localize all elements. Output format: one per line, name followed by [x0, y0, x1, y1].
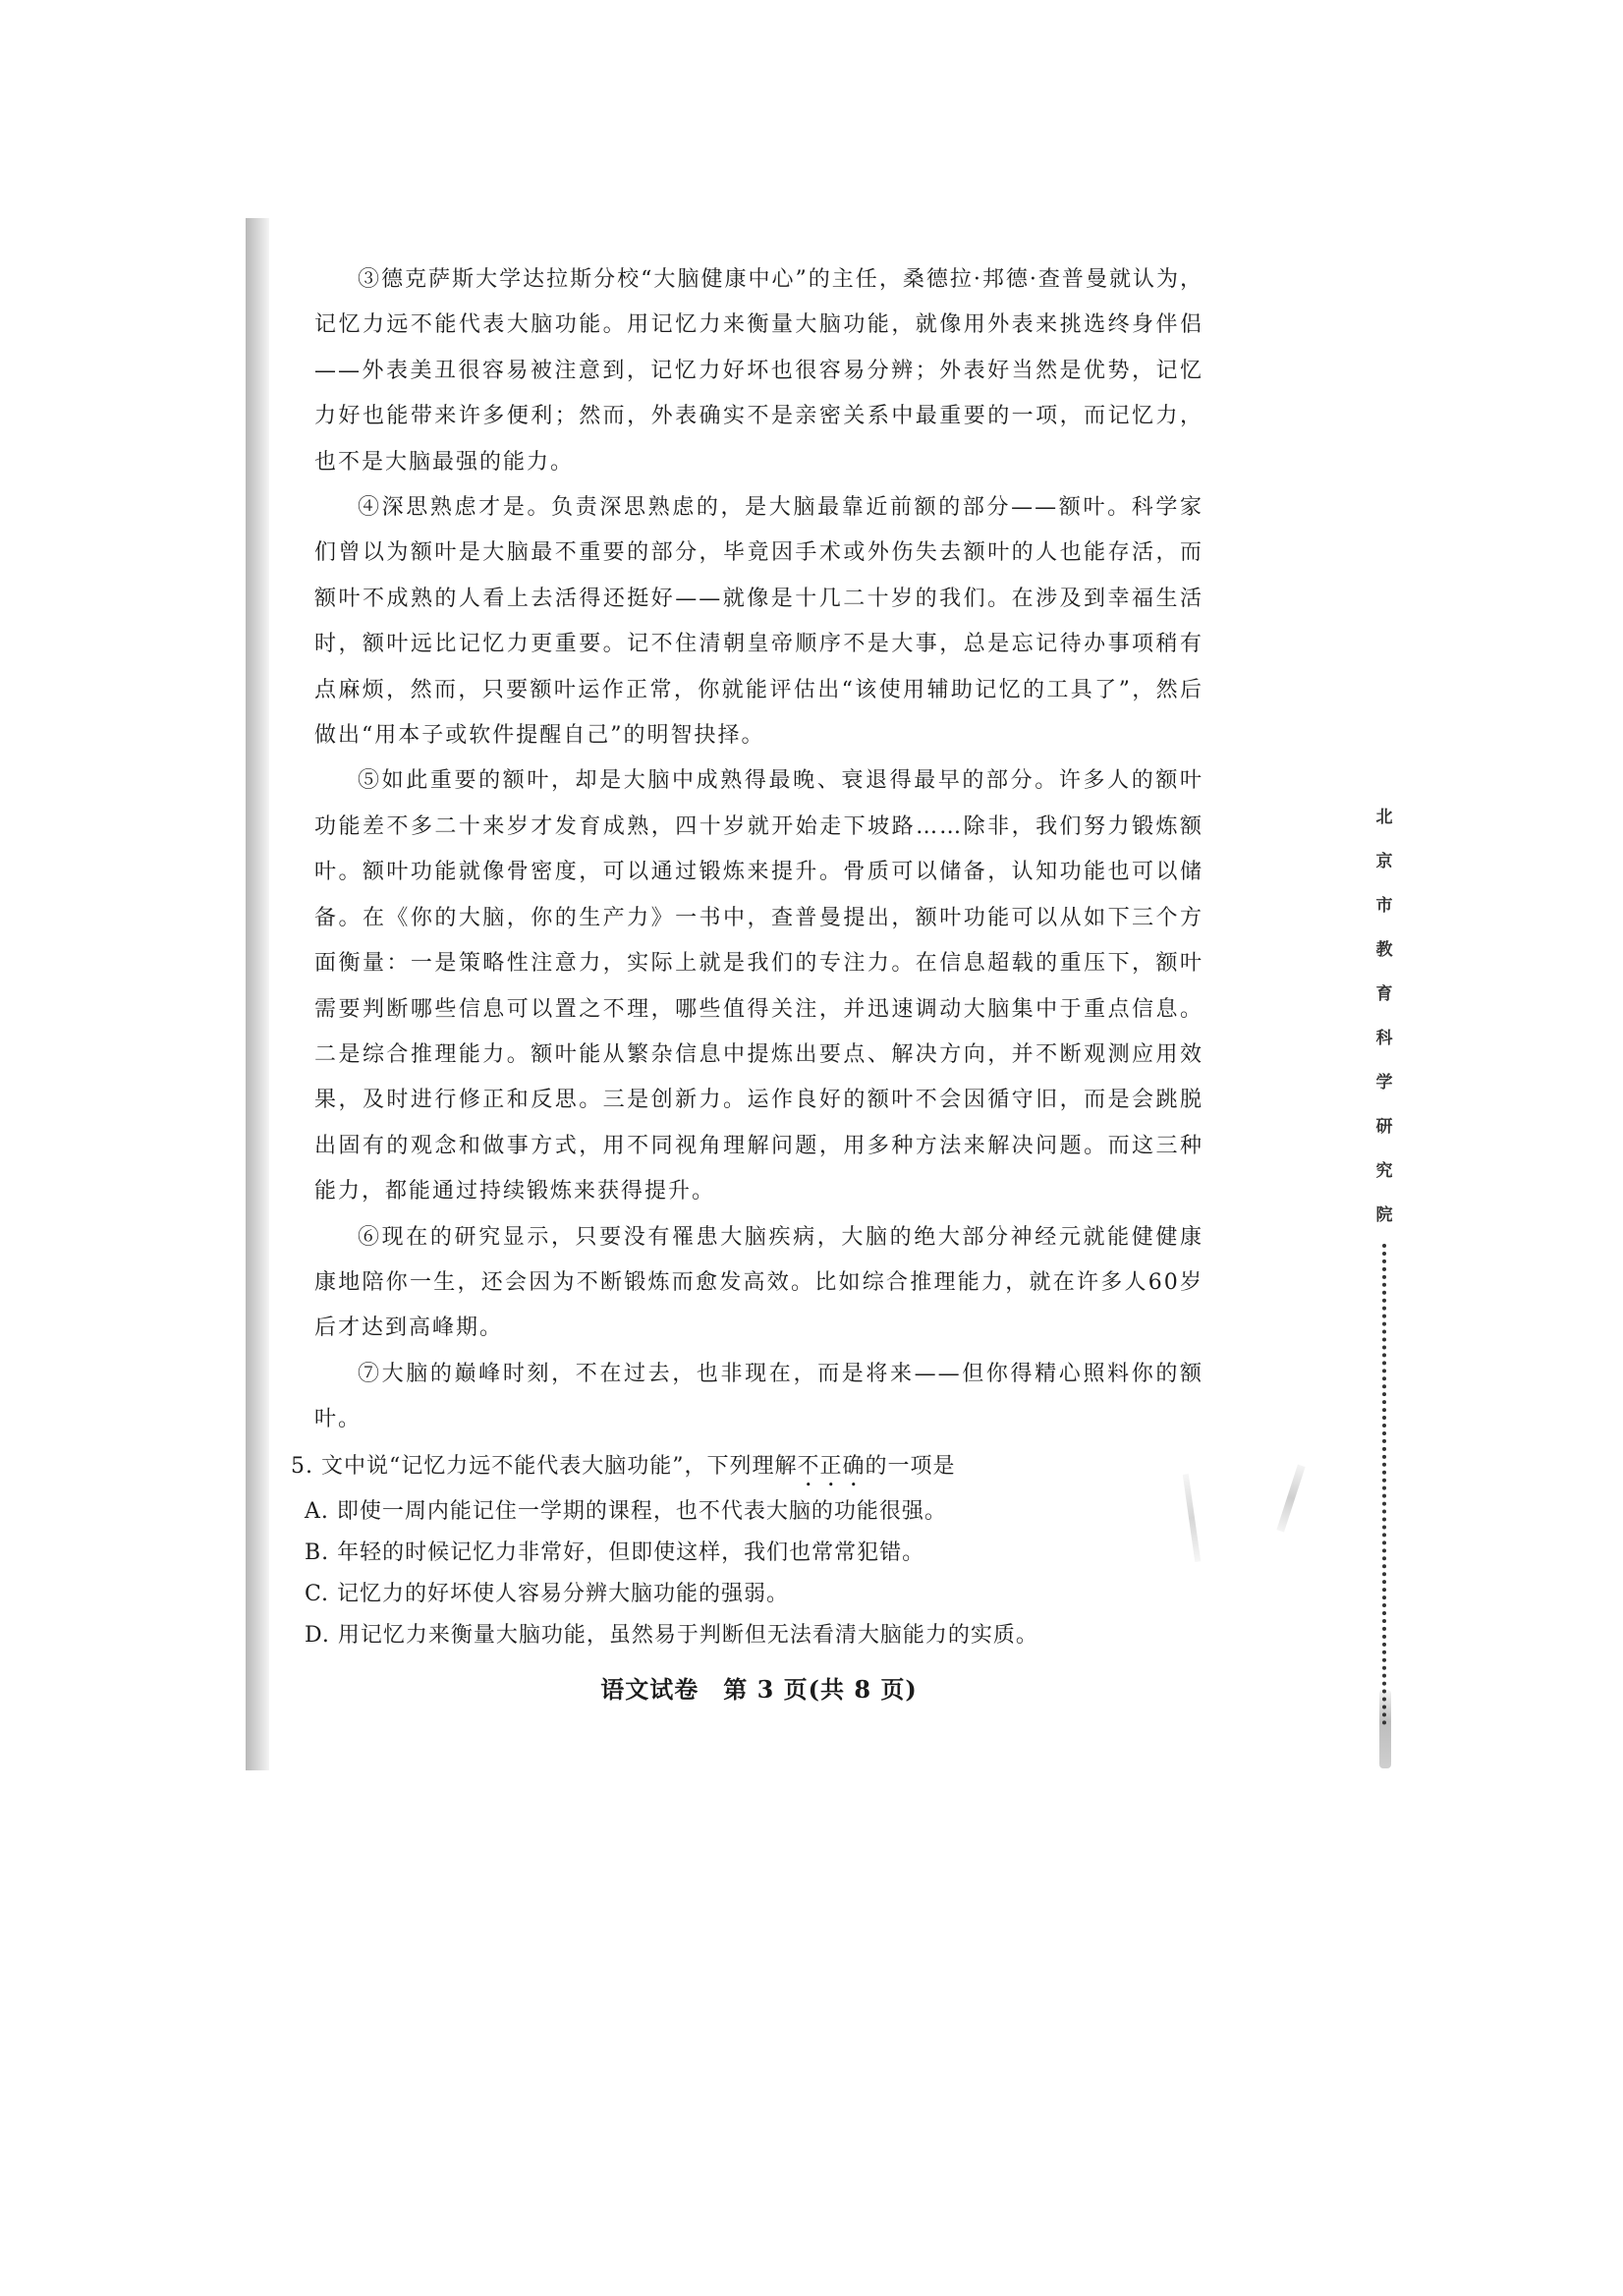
paragraph-7: ⑦大脑的巅峰时刻，不在过去，也非现在，而是将来——但你得精心照料你的额叶。 [314, 1361, 1203, 1432]
binding-dotted-line [1382, 1244, 1386, 1725]
option-b: B. 年轻的时候记忆力非常好，但即使这样，我们也常常犯错。 [305, 1540, 925, 1565]
question-emphasis: 不正确 [797, 1453, 866, 1479]
binding-char: 京 [1375, 852, 1393, 871]
binding-char: 院 [1375, 1205, 1393, 1225]
binding-char: 北 [1375, 808, 1393, 827]
paragraph-5: ⑤如此重要的额叶，却是大脑中成熟得最晚、衰退得最早的部分。许多人的额叶功能差不多二十来岁才发育成熟，四十岁就开始走下坡路……除非，我们努力锻炼额叶。额叶功能就像骨密度，可以通过锻炼来提升。骨质可以储备，认知功能也可以储备。在《你的大脑，你的生产力》一书中，查普曼提出，额叶功能可以从如下三个方面衡量：一是策略性注意力，实际上就是我们的专注力。在信息超载的重压下，额叶需要判断哪些信息可以置之不理，哪些值得关注，并迅速调动大脑集中于重点信息。二是综合推理能力。额叶能从繁杂信息中提炼出要点、解决方向，并不断观测应用效果，及时进行修正和反思。三是创新力。运作良好的额叶不会因循守旧，而是会跳脱出固有的观念和做事方式，用不同视角理解问题，用多种方法来解决问题。而这三种能力，都能通过持续锻炼来获得提升。 [314, 768, 1203, 1204]
page-footer: 语文试卷 第 3 页(共 8 页) [600, 1674, 918, 1704]
binding-char: 教 [1375, 940, 1393, 960]
paragraph-6: ⑥现在的研究显示，只要没有罹患大脑疾病，大脑的绝大部分神经元就能健健康康地陪你一生，还会因为不断锻炼而愈发高效。比如综合推理能力，就在许多人60岁后才达到高峰期。 [314, 1224, 1203, 1341]
question-5 [291, 1449, 1203, 1656]
question-prefix: 5. 文中说“记忆力远不能代表大脑功能”，下列理解 [291, 1453, 798, 1479]
binding-char: 市 [1375, 896, 1393, 916]
scan-left-edge [246, 218, 269, 1770]
binding-char: 育 [1375, 984, 1393, 1004]
option-c: C. 记忆力的好坏使人容易分辨大脑功能的强弱。 [305, 1581, 790, 1606]
binding-margin [1371, 796, 1398, 1725]
option-d: D. 用记忆力来衡量大脑功能，虽然易于判断但无法看清大脑能力的实质。 [305, 1622, 1038, 1648]
option-a: A. 即使一周内能记住一学期的课程，也不代表大脑的功能很强。 [305, 1498, 947, 1524]
binding-char: 研 [1375, 1117, 1393, 1137]
binding-char: 究 [1375, 1161, 1393, 1181]
paragraph-4: ④深思熟虑才是。负责深思熟虑的，是大脑最靠近前额的部分——额叶。科学家们曾以为额叶是大脑最不重要的部分，毕竟因手术或外伤失去额叶的人也能存活，而额叶不成熟的人看上去活得还挺好——就像是十几二十岁的我们。在涉及到幸福生活时，额叶远比记忆力更重要。记不住清朝皇帝顺序不是大事，总是忘记待办事项稍有点麻烦，然而，只要额叶运作正常，你就能评估出“该使用辅助记忆的工具了”，然后做出“用本子或软件提醒自己”的明智抉择。 [314, 495, 1203, 749]
scan-smudge [1276, 1464, 1305, 1532]
paragraph-3: ③德克萨斯大学达拉斯分校“大脑健康中心”的主任，桑德拉·邦德·查普曼就认为，记忆力远不能代表大脑功能。用记忆力来衡量大脑功能，就像用外表来挑选终身伴侣——外表美丑很容易被注意到，记忆力好坏也很容易分辨；外表好当然是优势，记忆力好也能带来许多便利；然而，外表确实不是亲密关系中最重要的一项，而记忆力，也不是大脑最强的能力。 [314, 267, 1203, 475]
binding-char: 学 [1375, 1073, 1393, 1092]
question-stem [291, 1449, 1203, 1491]
question-suffix: 的一项是 [865, 1453, 956, 1479]
binding-char: 科 [1375, 1029, 1393, 1048]
exam-page [291, 257, 1203, 1705]
